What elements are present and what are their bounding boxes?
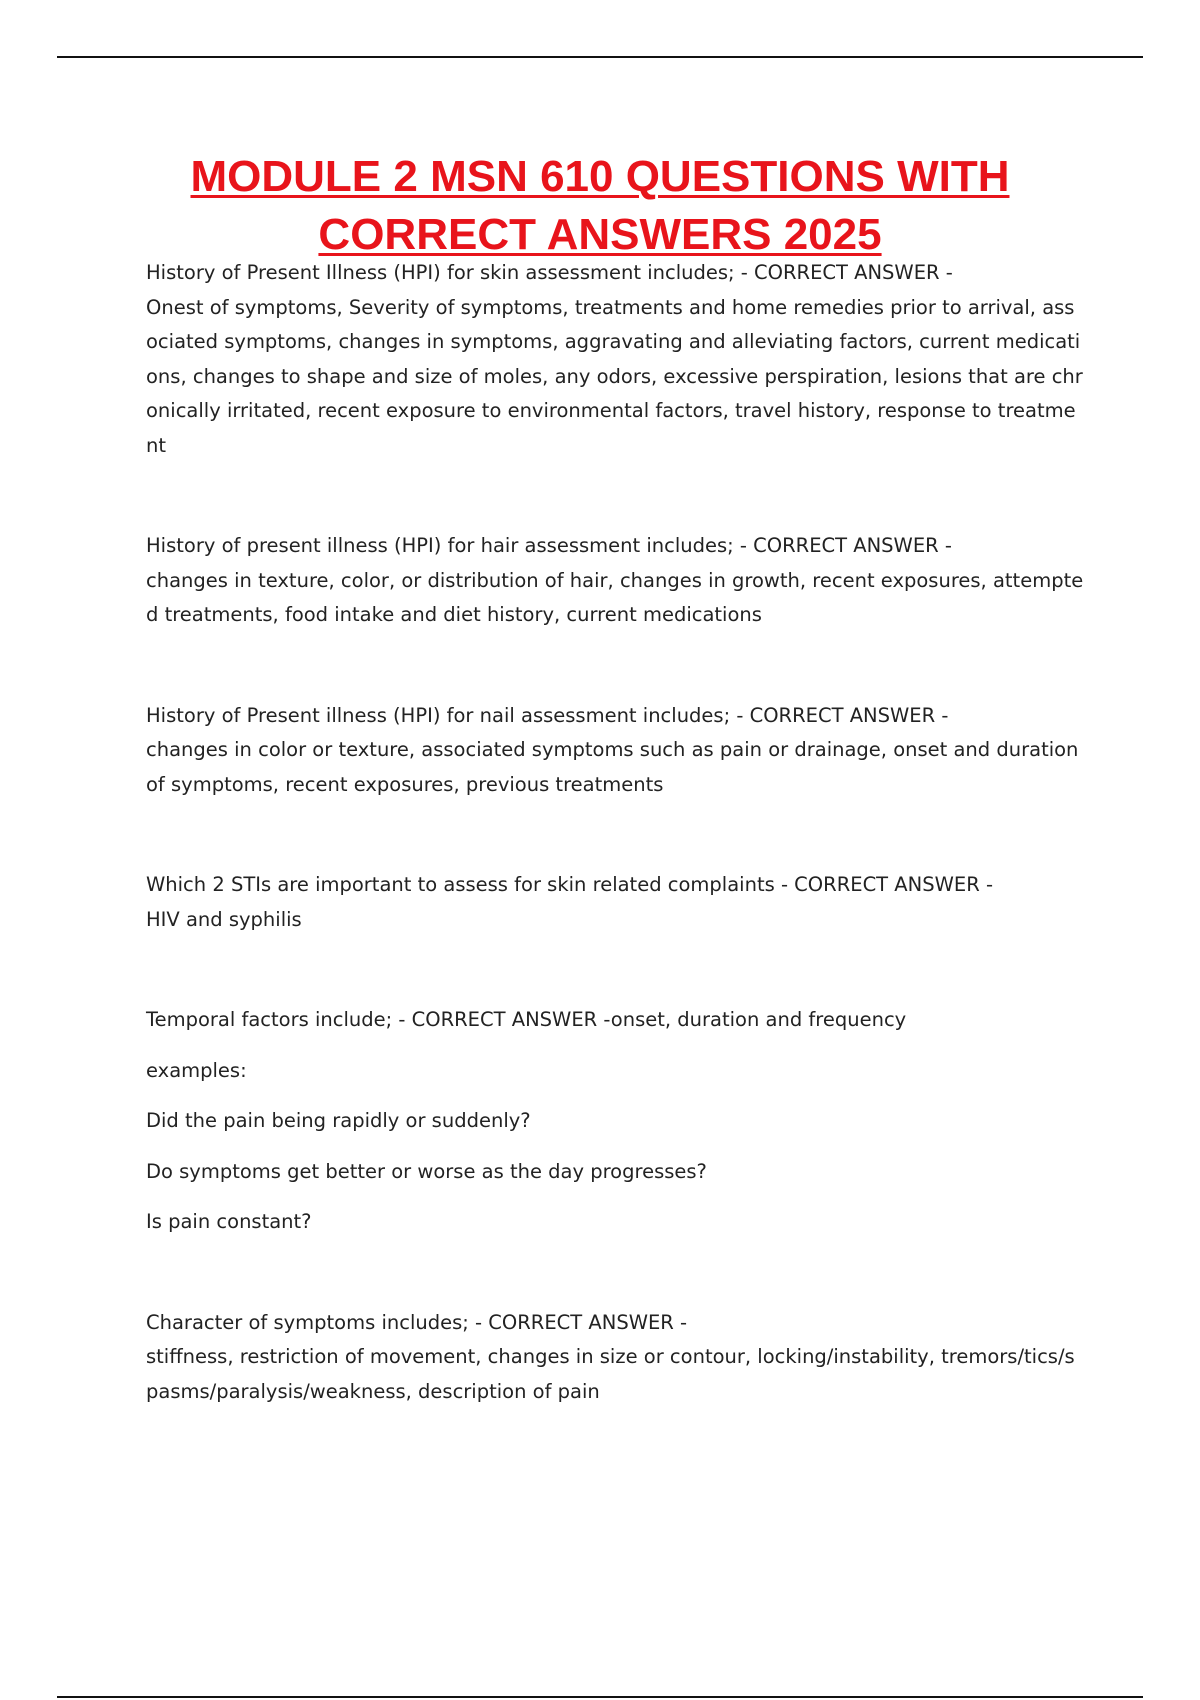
question-text: History of present illness (HPI) for hair assessment includes; - CORRECT ANSWER - (146, 534, 952, 557)
question-text: Which 2 STIs are important to assess for skin related complaints - CORRECT ANSWER - (146, 873, 993, 896)
answer-text: stiffness, restriction of movement, changes in size or contour, locking/instability, tremors/tics/spasms/paralysis/weakness, description of pain (146, 1345, 1075, 1403)
answer-text: Onest of symptoms, Severity of symptoms, treatments and home remedies prior to arrival, associated symptoms, changes in symptoms, aggravating and alleviating factors, current medications, changes to shape and size of moles, any odors, excessive perspiration, lesions that are chronically irritated, recent exposure to environmental factors, travel history, response to treatment (146, 295, 1083, 457)
examples-label: examples: (146, 1058, 247, 1082)
question-text: History of Present Illness (HPI) for skin assessment includes; - CORRECT ANSWER - (146, 261, 953, 284)
example-line: Is pain constant? (146, 1210, 312, 1233)
qa-item-sti (146, 868, 1086, 937)
qa-list (146, 256, 1086, 1409)
qa-item-character-symptoms (146, 1306, 1086, 1410)
title-line-2: CORRECT ANSWERS 2025 (318, 210, 882, 259)
top-rule (57, 56, 1143, 58)
question-text: Temporal factors include; - CORRECT ANSWER -onset, duration and frequency (146, 1008, 907, 1031)
question-text: Character of symptoms includes; - CORRECT ANSWER - (146, 1310, 688, 1334)
example-line: Do symptoms get better or worse as the day progresses? (146, 1159, 707, 1183)
answer-text: HIV and syphilis (146, 907, 302, 931)
qa-item-skin-hpi (146, 256, 1086, 463)
qa-item-nail-hpi (146, 699, 1086, 803)
document-title (100, 148, 1100, 264)
qa-item-temporal-factors (146, 1003, 1086, 1240)
question-text: History of Present illness (HPI) for nail assessment includes; - CORRECT ANSWER - (146, 703, 949, 727)
qa-item-hair-hpi (146, 529, 1086, 633)
answer-text: changes in color or texture, associated symptoms such as pain or drainage, onset and duration of symptoms, recent exposures, previous treatments (146, 738, 1079, 796)
example-line: Did the pain being rapidly or suddenly? (146, 1109, 531, 1132)
bottom-rule (57, 1696, 1143, 1698)
title-line-1: MODULE 2 MSN 610 QUESTIONS WITH (190, 152, 1010, 201)
answer-text: changes in texture, color, or distribution of hair, changes in growth, recent exposures, attempted treatments, food intake and diet history, current medications (146, 568, 1084, 626)
